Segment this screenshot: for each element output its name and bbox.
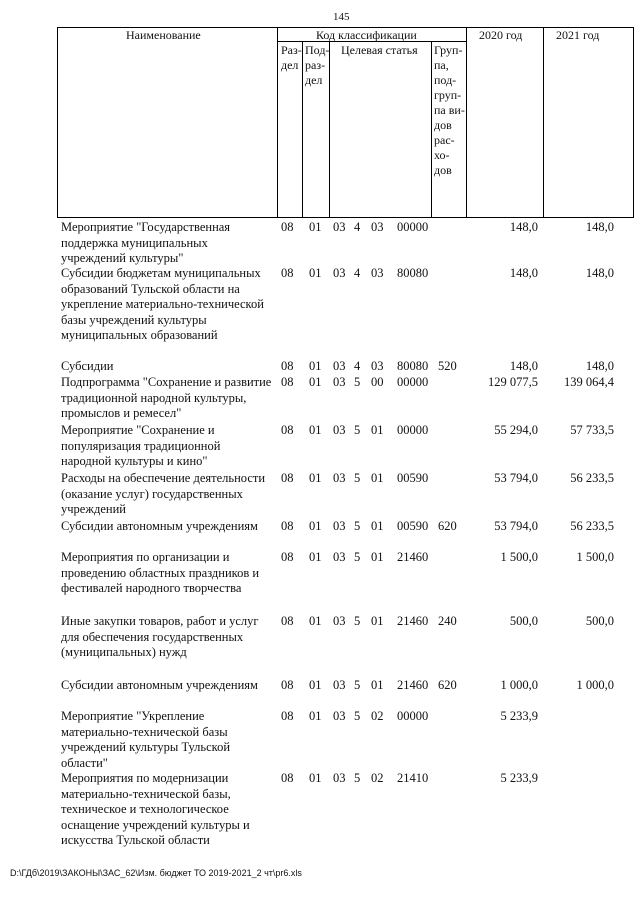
row-podrazdel: 01 xyxy=(309,359,322,373)
row-name: Субсидии автономным учреждениям xyxy=(61,519,258,533)
row-2020: 53 794,0 xyxy=(494,471,538,485)
row-podrazdel: 01 xyxy=(309,614,322,628)
file-path-footer: D:\ГДб\2019\ЗАКОНЫ\ЗАС_62\Изм. бюджет ТО 2019-2021_2 чт\pr6.xls xyxy=(10,868,302,878)
row-cs1: 03 xyxy=(333,519,346,533)
header-subsection: Под- раз- дел xyxy=(305,43,330,87)
vline-target xyxy=(431,41,432,218)
row-cs4: 00000 xyxy=(397,709,429,723)
row-2021: 1 000,0 xyxy=(576,678,614,692)
header-target-article: Целевая статья xyxy=(341,43,418,57)
row-cs3: 01 xyxy=(371,423,384,437)
row-cs1: 03 xyxy=(333,220,346,234)
row-podrazdel: 01 xyxy=(309,266,322,280)
header-section: Раз- дел xyxy=(281,43,302,72)
row-2021: 56 233,5 xyxy=(570,471,614,485)
row-cs4: 21460 xyxy=(397,550,429,564)
row-razdel: 08 xyxy=(281,471,294,485)
row-2020: 1 500,0 xyxy=(500,550,538,564)
vline-2020 xyxy=(543,27,544,218)
row-cs3: 03 xyxy=(371,266,384,280)
row-cs3: 00 xyxy=(371,375,384,389)
row-cs1: 03 xyxy=(333,709,346,723)
vline-name xyxy=(277,27,278,218)
row-cs1: 03 xyxy=(333,423,346,437)
row-razdel: 08 xyxy=(281,614,294,628)
row-2020: 148,0 xyxy=(509,266,538,280)
row-2020: 1 000,0 xyxy=(500,678,538,692)
row-cs2: 5 xyxy=(354,614,361,628)
row-cs1: 03 xyxy=(333,359,346,373)
row-cs1: 03 xyxy=(333,614,346,628)
row-cs3: 01 xyxy=(371,678,384,692)
row-cs3: 03 xyxy=(371,220,384,234)
row-cs3: 01 xyxy=(371,550,384,564)
row-2020: 55 294,0 xyxy=(494,423,538,437)
row-cs1: 03 xyxy=(333,550,346,564)
row-cs3: 01 xyxy=(371,471,384,485)
row-2021: 56 233,5 xyxy=(570,519,614,533)
row-name: Мероприятие "Государственная поддержка муниципальных учреждений культуры" xyxy=(61,220,231,265)
row-razdel: 08 xyxy=(281,771,294,785)
row-podrazdel: 01 xyxy=(309,709,322,723)
row-cs4: 00000 xyxy=(397,423,429,437)
row-name: Расходы на обеспечение деятельности (оказание услуг) государственных учреждений xyxy=(61,471,266,516)
row-name: Подпрограмма "Сохранение и развитие традиционной народной культуры, промыслов и ремесел" xyxy=(61,375,272,420)
row-2021: 57 733,5 xyxy=(570,423,614,437)
row-cs2: 4 xyxy=(354,266,361,280)
row-cs4: 21460 xyxy=(397,678,429,692)
row-vr: 240 xyxy=(438,614,457,628)
row-2020: 53 794,0 xyxy=(494,519,538,533)
row-cs1: 03 xyxy=(333,771,346,785)
row-cs4: 21410 xyxy=(397,771,429,785)
vline-right xyxy=(633,27,634,218)
row-2020: 148,0 xyxy=(509,220,538,234)
row-name: Субсидии бюджетам муниципальных образований Тульской области на укрепление материально-технической базы учреждений культуры муниципальных образований xyxy=(61,266,264,342)
row-razdel: 08 xyxy=(281,359,294,373)
row-podrazdel: 01 xyxy=(309,375,322,389)
row-cs3: 01 xyxy=(371,519,384,533)
row-cs2: 4 xyxy=(354,359,361,373)
row-name: Мероприятие "Укрепление материально-технической базы учреждений культуры Тульской области" xyxy=(61,709,231,770)
row-cs2: 4 xyxy=(354,220,361,234)
row-razdel: 08 xyxy=(281,709,294,723)
row-cs3: 01 xyxy=(371,614,384,628)
row-cs2: 5 xyxy=(354,771,361,785)
row-name: Субсидии xyxy=(61,359,114,373)
header-classification-code: Код классификации xyxy=(316,28,417,42)
page-number: 145 xyxy=(333,11,350,23)
row-podrazdel: 01 xyxy=(309,423,322,437)
row-cs1: 03 xyxy=(333,678,346,692)
row-razdel: 08 xyxy=(281,375,294,389)
row-cs4: 00590 xyxy=(397,471,429,485)
row-cs3: 02 xyxy=(371,709,384,723)
row-razdel: 08 xyxy=(281,678,294,692)
row-2021: 148,0 xyxy=(585,220,614,234)
row-2020: 129 077,5 xyxy=(488,375,538,389)
row-cs4: 80080 xyxy=(397,359,429,373)
row-cs1: 03 xyxy=(333,266,346,280)
row-2020: 5 233,9 xyxy=(500,771,538,785)
row-cs2: 5 xyxy=(354,678,361,692)
row-podrazdel: 01 xyxy=(309,471,322,485)
row-vr: 620 xyxy=(438,678,457,692)
row-vr: 520 xyxy=(438,359,457,373)
row-2021: 148,0 xyxy=(585,359,614,373)
row-cs3: 02 xyxy=(371,771,384,785)
row-vr: 620 xyxy=(438,519,457,533)
row-podrazdel: 01 xyxy=(309,771,322,785)
row-cs2: 5 xyxy=(354,550,361,564)
row-cs2: 5 xyxy=(354,375,361,389)
row-podrazdel: 01 xyxy=(309,678,322,692)
row-razdel: 08 xyxy=(281,220,294,234)
row-razdel: 08 xyxy=(281,519,294,533)
row-cs4: 00000 xyxy=(397,220,429,234)
header-year-2020: 2020 год xyxy=(479,28,523,42)
row-cs1: 03 xyxy=(333,471,346,485)
header-expense-group: Груп- па, под- груп- па ви- дов рас- хо- дов xyxy=(434,43,465,177)
row-cs2: 5 xyxy=(354,471,361,485)
row-name: Иные закупки товаров, работ и услуг для обеспечения государственных (муниципальных) нужд xyxy=(61,614,259,659)
row-2020: 148,0 xyxy=(509,359,538,373)
row-cs4: 80080 xyxy=(397,266,429,280)
row-2021: 139 064,4 xyxy=(564,375,614,389)
row-2020: 5 233,9 xyxy=(500,709,538,723)
row-2021: 1 500,0 xyxy=(576,550,614,564)
row-name: Субсидии автономным учреждениям xyxy=(61,678,258,692)
row-cs4: 00000 xyxy=(397,375,429,389)
row-cs4: 00590 xyxy=(397,519,429,533)
row-name: Мероприятие "Сохранение и популяризация традиционной народной культуры и кино" xyxy=(61,423,221,468)
row-podrazdel: 01 xyxy=(309,550,322,564)
vline-left xyxy=(57,27,58,218)
row-razdel: 08 xyxy=(281,550,294,564)
row-razdel: 08 xyxy=(281,266,294,280)
header-year-2021: 2021 год xyxy=(556,28,600,42)
vline-section xyxy=(302,41,303,218)
row-2021: 148,0 xyxy=(585,266,614,280)
row-cs1: 03 xyxy=(333,375,346,389)
vline-group xyxy=(466,27,467,218)
row-2021: 500,0 xyxy=(585,614,614,628)
row-name: Мероприятия по организации и проведению областных праздников и фестивалей народного творчества xyxy=(61,550,260,595)
header-bottom-border xyxy=(57,217,634,218)
row-cs4: 21460 xyxy=(397,614,429,628)
row-cs2: 5 xyxy=(354,519,361,533)
row-razdel: 08 xyxy=(281,423,294,437)
header-name: Наименование xyxy=(126,28,201,42)
row-cs2: 5 xyxy=(354,423,361,437)
row-podrazdel: 01 xyxy=(309,519,322,533)
row-cs2: 5 xyxy=(354,709,361,723)
row-2020: 500,0 xyxy=(509,614,538,628)
row-cs3: 03 xyxy=(371,359,384,373)
row-name: Мероприятия по модернизации материально-технической базы, техническое и технологическое оснащение учреждений культуры и искусства Тульской области xyxy=(61,771,250,847)
row-podrazdel: 01 xyxy=(309,220,322,234)
